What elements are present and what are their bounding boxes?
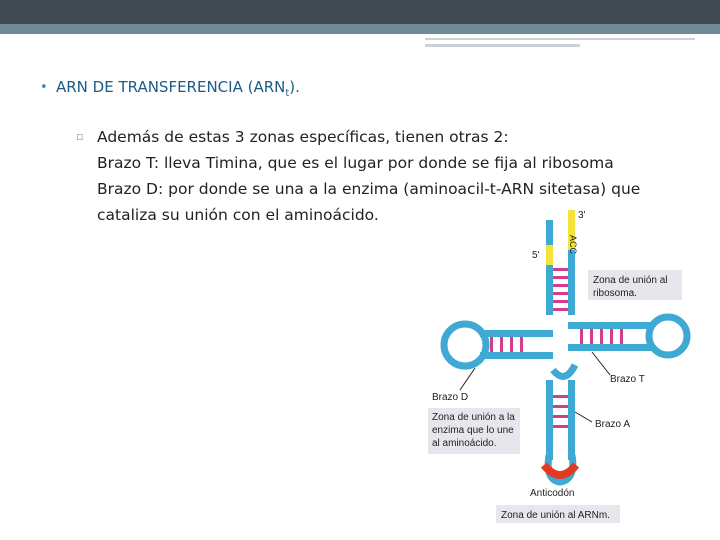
body-line-3: Brazo D: por donde se una a la enzima (aminoacil-t-ARN sitetasa) que	[97, 180, 641, 198]
ribosome-label-line1: Zona de unión al	[593, 275, 668, 286]
body-line-2: Brazo T: lleva Timina, que es el lugar por donde se fija al ribosoma	[97, 154, 614, 172]
body-line-4: cataliza su unión con el aminoácido.	[97, 206, 379, 224]
trna-diagram	[420, 200, 700, 530]
enzyme-label-line2: enzima que lo une	[432, 425, 514, 436]
body-line-1: Además de estas 3 zonas específicas, tienen otras 2:	[97, 128, 509, 146]
bullet-dot: •	[40, 80, 48, 95]
t-arm	[568, 317, 687, 355]
mrna-label: Zona de unión al ARNm.	[501, 510, 610, 521]
slide-title: ARN DE TRANSFERENCIA $(ARN_t)$.	[56, 78, 300, 99]
ribosome-label-line2: ribosoma.	[593, 288, 637, 299]
brazo-d-label: Brazo D	[432, 392, 469, 403]
label-5prime: 5'	[532, 250, 540, 261]
enzyme-label-line1: Zona de unión a la	[432, 412, 515, 423]
anticodon-label: Anticodón	[530, 488, 575, 499]
brazo-t-label: Brazo T	[610, 374, 645, 385]
sub-bullet-square: ▫	[76, 130, 84, 143]
enzyme-label-line3: al aminoácido.	[432, 438, 497, 449]
label-3prime: 3'	[578, 210, 586, 221]
brazo-a-label: Brazo A	[595, 419, 631, 430]
acc-sequence: ACC	[568, 235, 578, 255]
header-decor-line-2	[425, 44, 580, 47]
d-arm	[444, 324, 553, 366]
variable-loop	[553, 365, 575, 376]
slide-header-bar	[0, 0, 720, 24]
header-decor-line	[425, 38, 695, 40]
anticodon-arm	[544, 380, 576, 482]
slide-header-accent	[0, 24, 720, 34]
acceptor-stem	[546, 210, 575, 315]
